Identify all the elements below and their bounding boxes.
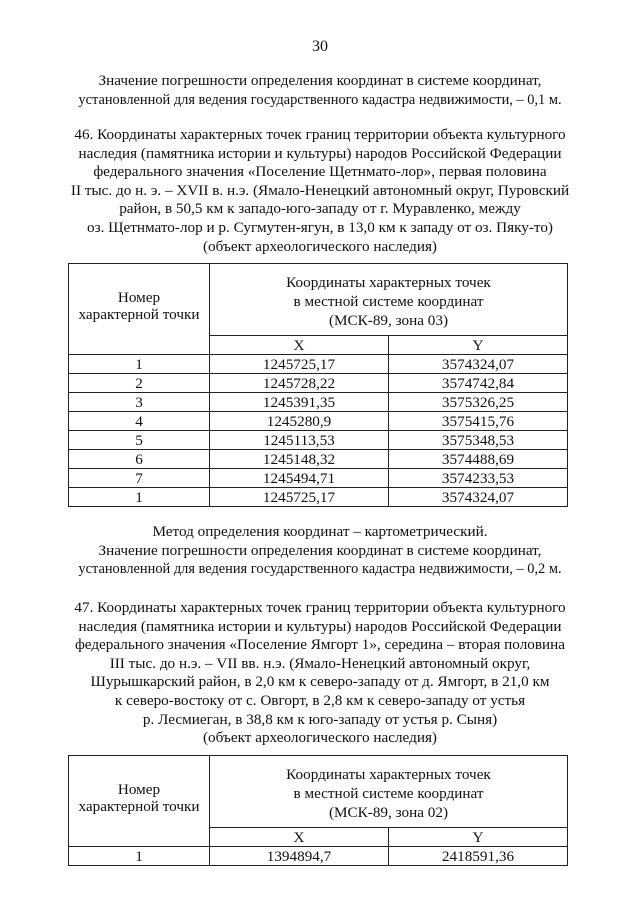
point-number-cell: 4 bbox=[69, 412, 210, 431]
coordinates-table-47 bbox=[68, 755, 568, 866]
point-number-cell: 1 bbox=[69, 488, 210, 507]
section-46-heading bbox=[40, 126, 600, 256]
heading-line: Шурышкарский район, в 2,0 км к северо-западу от д. Ямгорт, в 21,0 км bbox=[90, 673, 550, 691]
y-coordinate-cell: 3575348,53 bbox=[389, 431, 568, 450]
y-coordinate-cell: 3574233,53 bbox=[389, 469, 568, 488]
x-coordinate-cell: 1245391,35 bbox=[210, 393, 389, 412]
coordinates-table-46 bbox=[68, 263, 568, 507]
header-text: (МСК-89, зона 03) bbox=[328, 312, 449, 329]
header-text: Координаты характерных точек bbox=[286, 766, 491, 783]
x-column-header: X bbox=[210, 828, 389, 847]
x-coordinate-cell: 1245280,9 bbox=[210, 412, 389, 431]
x-column-header: X bbox=[210, 336, 389, 355]
header-text: Номер bbox=[117, 289, 161, 306]
header-text: (МСК-89, зона 02) bbox=[328, 804, 449, 821]
section-47-heading bbox=[40, 599, 600, 748]
heading-line: к северо-востоку от с. Овгорт, в 2,8 км к северо-западу от устья bbox=[114, 691, 526, 709]
y-column-header: Y bbox=[389, 336, 568, 355]
heading-line: 47. Координаты характерных точек границ территории объекта культурного bbox=[74, 599, 566, 616]
heading-line: наследия (памятника истории и культуры) народов Российской Федерации bbox=[78, 617, 562, 635]
page-number: 30 bbox=[312, 38, 328, 55]
point-number-cell: 7 bbox=[69, 469, 210, 488]
x-coordinate-cell: 1394894,7 bbox=[210, 847, 389, 866]
table-row bbox=[69, 355, 568, 374]
accuracy-line: установленной для ведения государственного кадастра недвижимости, – 0,2 м. bbox=[78, 561, 562, 578]
y-column-header: Y bbox=[389, 828, 568, 847]
header-text: характерной точки bbox=[78, 306, 200, 323]
point-number-cell: 5 bbox=[69, 431, 210, 450]
heading-line: федерального значения «Поселение Ямгорт 1», середина – вторая половина bbox=[74, 636, 566, 654]
table-row bbox=[69, 469, 568, 488]
table-body bbox=[69, 355, 568, 507]
header-text: Координаты характерных точек bbox=[286, 274, 491, 291]
point-number-cell: 2 bbox=[69, 374, 210, 393]
point-number-cell: 1 bbox=[69, 847, 210, 866]
accuracy-line: установленной для ведения государственного кадастра недвижимости, – 0,1 м. bbox=[78, 91, 562, 108]
coordinates-header bbox=[210, 756, 568, 828]
method-line: Метод определения координат – картометрический. bbox=[152, 523, 488, 540]
point-number-header bbox=[69, 756, 210, 847]
table-body bbox=[69, 847, 568, 866]
table-row bbox=[69, 431, 568, 450]
x-coordinate-cell: 1245494,71 bbox=[210, 469, 389, 488]
table-row bbox=[69, 450, 568, 469]
y-coordinate-cell: 2418591,36 bbox=[389, 847, 568, 866]
heading-line: наследия (памятника истории и культуры) народов Российской Федерации bbox=[78, 144, 562, 162]
y-coordinate-cell: 3574742,84 bbox=[389, 374, 568, 393]
point-number-header bbox=[69, 264, 210, 355]
heading-line: 46. Координаты характерных точек границ территории объекта культурного bbox=[74, 126, 566, 143]
heading-line: федерального значения «Поселение Щетнмато-лор», первая половина bbox=[93, 163, 547, 181]
method-note bbox=[40, 523, 600, 579]
table-row bbox=[69, 393, 568, 412]
header-text: Номер bbox=[117, 781, 161, 798]
y-coordinate-cell: 3575415,76 bbox=[389, 412, 568, 431]
heading-line: III тыс. до н.э. – VII вв. н.э. (Ямало-Ненецкий автономный округ, bbox=[109, 654, 531, 672]
header-text: в местной системе координат bbox=[293, 293, 484, 310]
accuracy-line: Значение погрешности определения координат в системе координат, bbox=[98, 72, 542, 89]
table-row bbox=[69, 374, 568, 393]
top-accuracy-note bbox=[40, 72, 600, 109]
heading-line: II тыс. до н. э. – XVII в. н.э. (Ямало-Ненецкий автономный округ, Пуровский bbox=[70, 181, 570, 199]
table-row bbox=[69, 412, 568, 431]
table-row bbox=[69, 488, 568, 507]
x-coordinate-cell: 1245113,53 bbox=[210, 431, 389, 450]
x-coordinate-cell: 1245725,17 bbox=[210, 488, 389, 507]
header-text: характерной точки bbox=[78, 798, 200, 815]
heading-line: (объект археологического наследия) bbox=[203, 237, 437, 255]
x-coordinate-cell: 1245725,17 bbox=[210, 355, 389, 374]
header-text: в местной системе координат bbox=[293, 785, 484, 802]
heading-line: район, в 50,5 км к западо-юго-западу от г. Муравленко, между bbox=[119, 200, 521, 218]
y-coordinate-cell: 3574324,07 bbox=[389, 355, 568, 374]
point-number-cell: 1 bbox=[69, 355, 210, 374]
point-number-cell: 6 bbox=[69, 450, 210, 469]
heading-line: р. Лесмиеган, в 38,8 км к юго-западу от устья р. Сыня) bbox=[142, 710, 498, 728]
x-coordinate-cell: 1245728,22 bbox=[210, 374, 389, 393]
y-coordinate-cell: 3575326,25 bbox=[389, 393, 568, 412]
coordinates-header bbox=[210, 264, 568, 336]
y-coordinate-cell: 3574324,07 bbox=[389, 488, 568, 507]
point-number-cell: 3 bbox=[69, 393, 210, 412]
x-coordinate-cell: 1245148,32 bbox=[210, 450, 389, 469]
table-row bbox=[69, 847, 568, 866]
heading-line: оз. Щетнмато-лор и р. Сугмутен-ягун, в 13,0 км к западу от оз. Пяку-то) bbox=[86, 218, 553, 236]
accuracy-line: Значение погрешности определения координат в системе координат, bbox=[98, 541, 542, 559]
heading-line: (объект археологического наследия) bbox=[203, 729, 437, 747]
y-coordinate-cell: 3574488,69 bbox=[389, 450, 568, 469]
